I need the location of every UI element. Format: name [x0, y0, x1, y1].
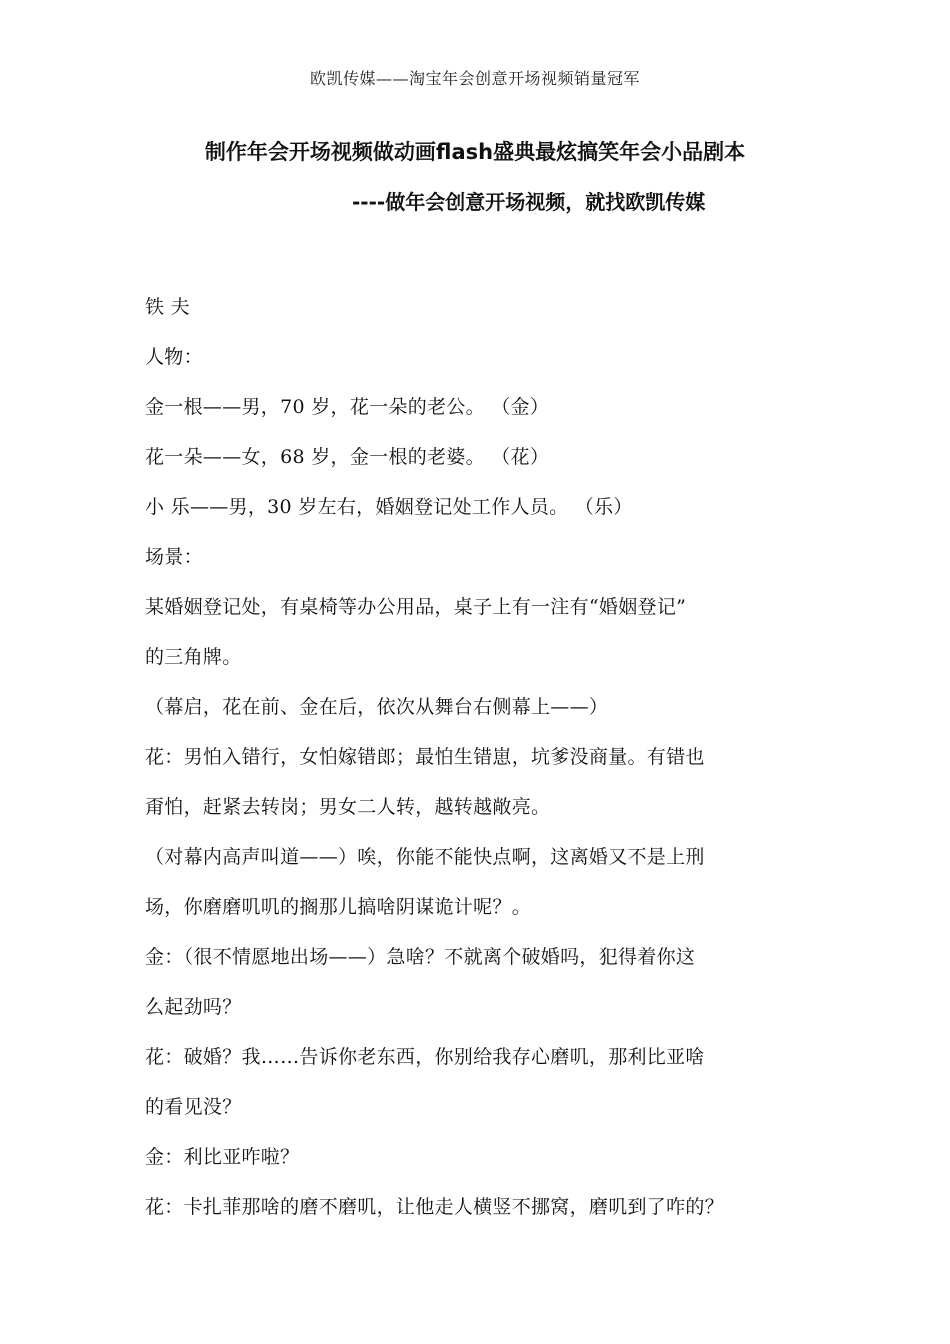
section-label-scene: 场景：	[145, 546, 203, 568]
page-header: 欧凯传媒——淘宝年会创意开场视频销量冠军	[309, 69, 640, 88]
dialogue-line: （对幕内高声叫道——）唉，你能不能快点啊，这离婚又不是上刑	[145, 846, 705, 868]
dialogue-line: 花：男怕入错行，女怕嫁错郎；最怕生错崽，坑爹没商量。有错也	[145, 746, 705, 768]
dialogue-line: 么起劲吗？	[145, 996, 242, 1018]
author-line: 铁 夫	[145, 296, 190, 318]
document-subtitle: ----做年会创意开场视频，就找欧凯传媒	[352, 190, 706, 214]
dialogue-line: 场，你磨磨叽叽的搁那儿搞啥阴谋诡计呢？。	[145, 896, 532, 918]
dialogue-line: 甭怕，赶紧去转岗；男女二人转，越转越敞亮。	[145, 796, 551, 818]
dialogue-line: 花：卡扎菲那啥的磨不磨叽，让他走人横竖不挪窝，磨叽到了咋的？	[145, 1196, 725, 1218]
paragraph-line: 的三角牌。	[145, 646, 242, 668]
stage-direction: （幕启，花在前、金在后，依次从舞台右侧幕上——）	[145, 696, 609, 718]
script-body	[145, 282, 810, 1232]
dialogue-line: 的看见没？	[145, 1096, 242, 1118]
section-label-characters: 人物：	[145, 346, 203, 368]
dialogue-line: 花：破婚？我……告诉你老东西，你别给我存心磨叽，那利比亚啥	[145, 1046, 705, 1068]
character-line: 小 乐——男，30 岁左右，婚姻登记处工作人员。 （乐）	[145, 496, 633, 518]
character-line: 金一根——男，70 岁，花一朵的老公。 （金）	[145, 396, 550, 418]
dialogue-line: 金：（很不情愿地出场——）急啥？不就离个破婚吗，犯得着你这	[145, 946, 696, 968]
document-title: 制作年会开场视频做动画flash盛典最炫搞笑年会小品剧本	[204, 140, 746, 164]
dialogue-line: 金：利比亚咋啦？	[145, 1146, 300, 1168]
character-line: 花一朵——女，68 岁，金一根的老婆。 （花）	[145, 446, 550, 468]
paragraph-line: 某婚姻登记处，有桌椅等办公用品，桌子上有一注有“婚姻登记”	[145, 596, 687, 618]
